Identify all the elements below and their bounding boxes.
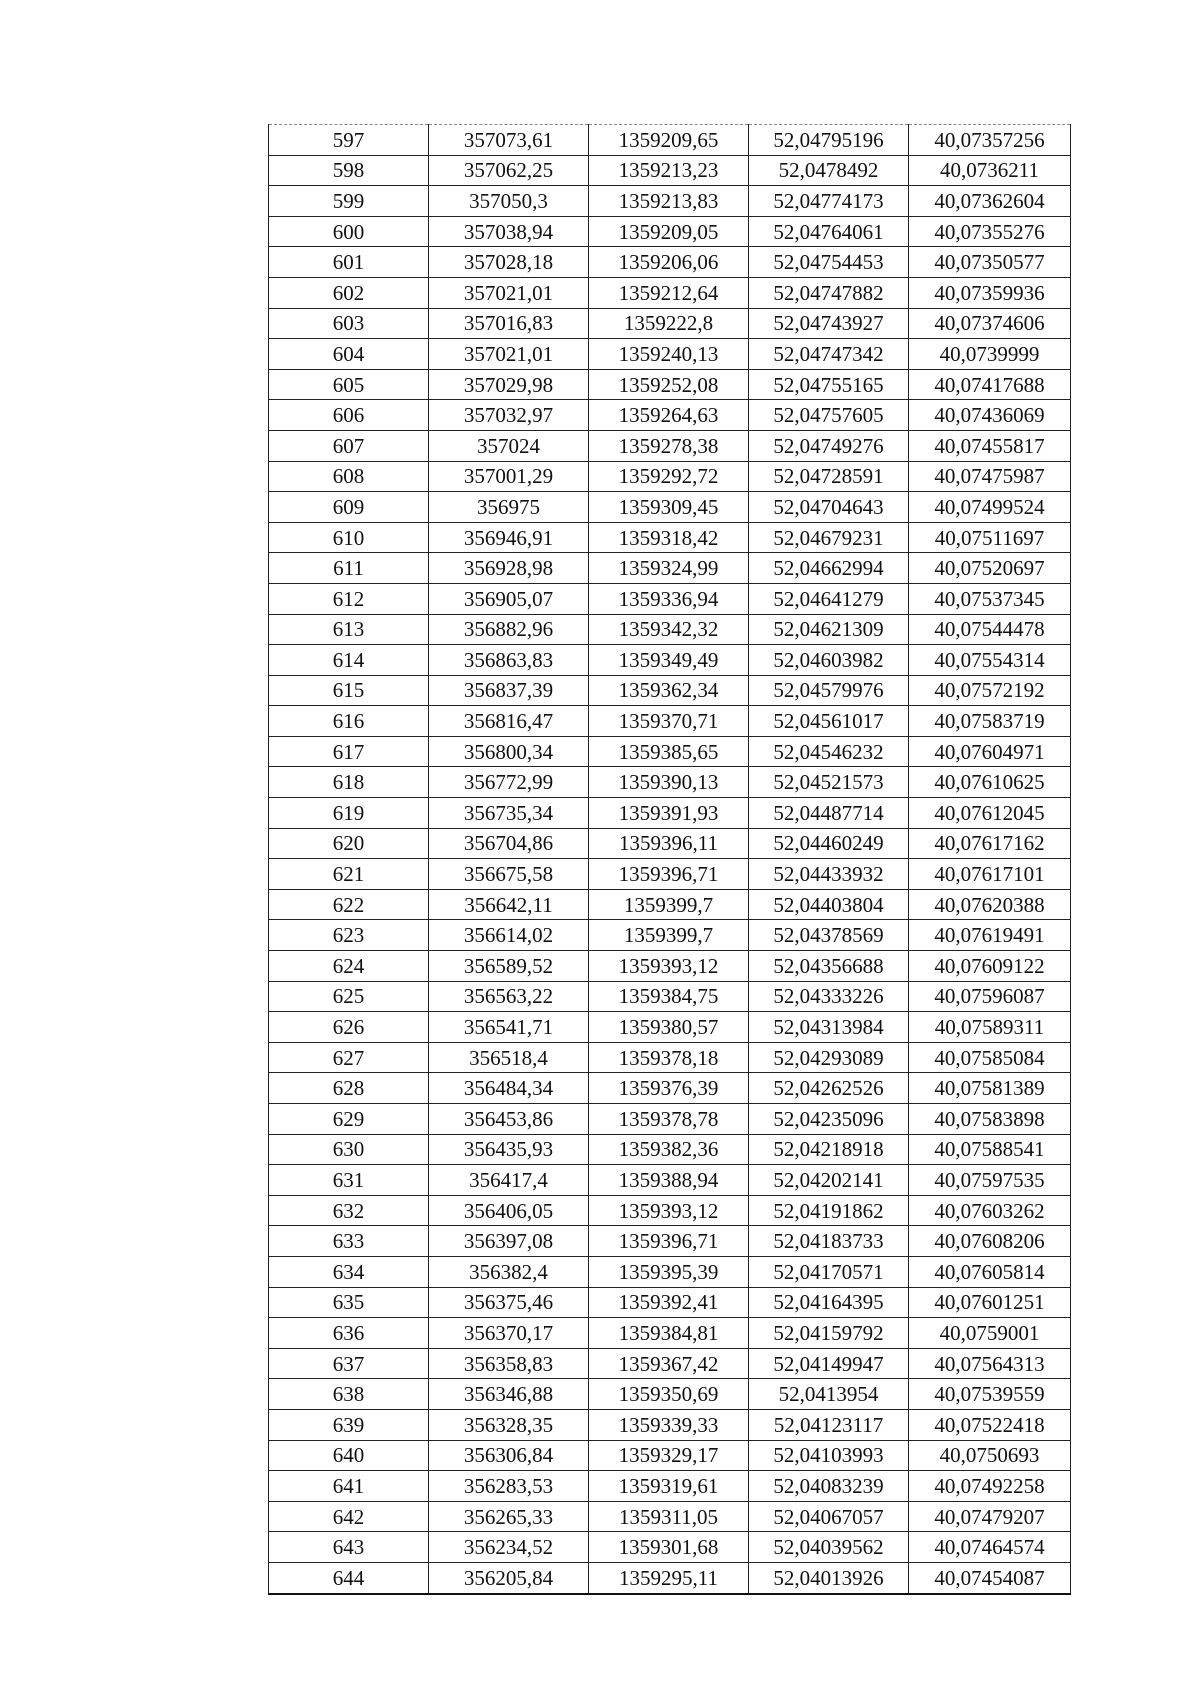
table-row xyxy=(269,1348,1071,1379)
point-number-cell: 614 xyxy=(269,645,429,676)
table-row xyxy=(269,369,1071,400)
x-coordinate-cell: 356642,11 xyxy=(429,889,589,920)
longitude-cell: 40,0759001 xyxy=(909,1318,1071,1349)
x-coordinate-cell: 356518,4 xyxy=(429,1042,589,1073)
y-coordinate-cell: 1359252,08 xyxy=(589,369,749,400)
y-coordinate-cell: 1359295,11 xyxy=(589,1562,749,1593)
x-coordinate-cell: 356975 xyxy=(429,492,589,523)
x-coordinate-cell: 356863,83 xyxy=(429,645,589,676)
table-row xyxy=(269,1134,1071,1165)
y-coordinate-cell: 1359319,61 xyxy=(589,1471,749,1502)
x-coordinate-cell: 356397,08 xyxy=(429,1226,589,1257)
x-coordinate-cell: 356800,34 xyxy=(429,736,589,767)
latitude-cell: 52,04191862 xyxy=(749,1195,909,1226)
longitude-cell: 40,07475987 xyxy=(909,461,1071,492)
y-coordinate-cell: 1359329,17 xyxy=(589,1440,749,1471)
point-number-cell: 627 xyxy=(269,1042,429,1073)
latitude-cell: 52,04764061 xyxy=(749,216,909,247)
table-row xyxy=(269,1562,1071,1593)
x-coordinate-cell: 356375,46 xyxy=(429,1287,589,1318)
y-coordinate-cell: 1359395,39 xyxy=(589,1256,749,1287)
table-row xyxy=(269,461,1071,492)
point-number-cell: 600 xyxy=(269,216,429,247)
longitude-cell: 40,07572192 xyxy=(909,675,1071,706)
latitude-cell: 52,04202141 xyxy=(749,1165,909,1196)
x-coordinate-cell: 356928,98 xyxy=(429,553,589,584)
latitude-cell: 52,04749276 xyxy=(749,430,909,461)
x-coordinate-cell: 357062,25 xyxy=(429,155,589,186)
longitude-cell: 40,07610625 xyxy=(909,767,1071,798)
point-number-cell: 638 xyxy=(269,1379,429,1410)
latitude-cell: 52,04356688 xyxy=(749,951,909,982)
table-row xyxy=(269,308,1071,339)
latitude-cell: 52,04333226 xyxy=(749,981,909,1012)
x-coordinate-cell: 356358,83 xyxy=(429,1348,589,1379)
table-row xyxy=(269,798,1071,829)
table-row xyxy=(269,1287,1071,1318)
y-coordinate-cell: 1359392,41 xyxy=(589,1287,749,1318)
longitude-cell: 40,07612045 xyxy=(909,798,1071,829)
x-coordinate-cell: 357021,01 xyxy=(429,339,589,370)
x-coordinate-cell: 357032,97 xyxy=(429,400,589,431)
point-number-cell: 643 xyxy=(269,1532,429,1563)
y-coordinate-cell: 1359391,93 xyxy=(589,798,749,829)
y-coordinate-cell: 1359390,13 xyxy=(589,767,749,798)
table-row xyxy=(269,1104,1071,1135)
x-coordinate-cell: 356589,52 xyxy=(429,951,589,982)
point-number-cell: 612 xyxy=(269,583,429,614)
y-coordinate-cell: 1359213,83 xyxy=(589,186,749,217)
point-number-cell: 601 xyxy=(269,247,429,278)
table-row xyxy=(269,522,1071,553)
latitude-cell: 52,04621309 xyxy=(749,614,909,645)
point-number-cell: 611 xyxy=(269,553,429,584)
latitude-cell: 52,04083239 xyxy=(749,1471,909,1502)
y-coordinate-cell: 1359209,05 xyxy=(589,216,749,247)
longitude-cell: 40,07583719 xyxy=(909,706,1071,737)
latitude-cell: 52,04403804 xyxy=(749,889,909,920)
point-number-cell: 631 xyxy=(269,1165,429,1196)
latitude-cell: 52,04754453 xyxy=(749,247,909,278)
x-coordinate-cell: 356435,93 xyxy=(429,1134,589,1165)
latitude-cell: 52,04747342 xyxy=(749,339,909,370)
x-coordinate-cell: 357029,98 xyxy=(429,369,589,400)
y-coordinate-cell: 1359309,45 xyxy=(589,492,749,523)
point-number-cell: 636 xyxy=(269,1318,429,1349)
point-number-cell: 632 xyxy=(269,1195,429,1226)
point-number-cell: 607 xyxy=(269,430,429,461)
point-number-cell: 625 xyxy=(269,981,429,1012)
table-row xyxy=(269,859,1071,890)
y-coordinate-cell: 1359213,23 xyxy=(589,155,749,186)
latitude-cell: 52,04774173 xyxy=(749,186,909,217)
latitude-cell: 52,04159792 xyxy=(749,1318,909,1349)
table-row xyxy=(269,1318,1071,1349)
table-row xyxy=(269,1165,1071,1196)
x-coordinate-cell: 356905,07 xyxy=(429,583,589,614)
latitude-cell: 52,04170571 xyxy=(749,1256,909,1287)
table-row xyxy=(269,675,1071,706)
x-coordinate-cell: 357001,29 xyxy=(429,461,589,492)
longitude-cell: 40,07603262 xyxy=(909,1195,1071,1226)
longitude-cell: 40,07417688 xyxy=(909,369,1071,400)
longitude-cell: 40,0736211 xyxy=(909,155,1071,186)
table-row xyxy=(269,1073,1071,1104)
x-coordinate-cell: 356704,86 xyxy=(429,828,589,859)
point-number-cell: 641 xyxy=(269,1471,429,1502)
table-row xyxy=(269,920,1071,951)
table-row xyxy=(269,767,1071,798)
longitude-cell: 40,07609122 xyxy=(909,951,1071,982)
y-coordinate-cell: 1359396,71 xyxy=(589,859,749,890)
longitude-cell: 40,07583898 xyxy=(909,1104,1071,1135)
latitude-cell: 52,04795196 xyxy=(749,125,909,156)
y-coordinate-cell: 1359378,78 xyxy=(589,1104,749,1135)
y-coordinate-cell: 1359384,81 xyxy=(589,1318,749,1349)
table-row xyxy=(269,339,1071,370)
y-coordinate-cell: 1359376,39 xyxy=(589,1073,749,1104)
x-coordinate-cell: 357016,83 xyxy=(429,308,589,339)
point-number-cell: 603 xyxy=(269,308,429,339)
point-number-cell: 642 xyxy=(269,1501,429,1532)
point-number-cell: 609 xyxy=(269,492,429,523)
latitude-cell: 52,04662994 xyxy=(749,553,909,584)
x-coordinate-cell: 356234,52 xyxy=(429,1532,589,1563)
table-row xyxy=(269,614,1071,645)
point-number-cell: 622 xyxy=(269,889,429,920)
x-coordinate-cell: 356541,71 xyxy=(429,1012,589,1043)
longitude-cell: 40,07479207 xyxy=(909,1501,1071,1532)
y-coordinate-cell: 1359399,7 xyxy=(589,889,749,920)
longitude-cell: 40,07620388 xyxy=(909,889,1071,920)
table-row xyxy=(269,1042,1071,1073)
y-coordinate-cell: 1359382,36 xyxy=(589,1134,749,1165)
y-coordinate-cell: 1359396,11 xyxy=(589,828,749,859)
point-number-cell: 621 xyxy=(269,859,429,890)
latitude-cell: 52,04747882 xyxy=(749,277,909,308)
longitude-cell: 40,07350577 xyxy=(909,247,1071,278)
y-coordinate-cell: 1359399,7 xyxy=(589,920,749,951)
latitude-cell: 52,04039562 xyxy=(749,1532,909,1563)
longitude-cell: 40,07374606 xyxy=(909,308,1071,339)
y-coordinate-cell: 1359222,8 xyxy=(589,308,749,339)
latitude-cell: 52,04460249 xyxy=(749,828,909,859)
x-coordinate-cell: 356346,88 xyxy=(429,1379,589,1410)
longitude-cell: 40,07617162 xyxy=(909,828,1071,859)
point-number-cell: 623 xyxy=(269,920,429,951)
coordinates-table-container xyxy=(268,124,1070,1595)
latitude-cell: 52,04313984 xyxy=(749,1012,909,1043)
longitude-cell: 40,07522418 xyxy=(909,1409,1071,1440)
point-number-cell: 606 xyxy=(269,400,429,431)
x-coordinate-cell: 356205,84 xyxy=(429,1562,589,1593)
point-number-cell: 618 xyxy=(269,767,429,798)
latitude-cell: 52,04561017 xyxy=(749,706,909,737)
latitude-cell: 52,04679231 xyxy=(749,522,909,553)
x-coordinate-cell: 357038,94 xyxy=(429,216,589,247)
point-number-cell: 613 xyxy=(269,614,429,645)
table-row xyxy=(269,430,1071,461)
x-coordinate-cell: 356735,34 xyxy=(429,798,589,829)
table-row xyxy=(269,186,1071,217)
point-number-cell: 610 xyxy=(269,522,429,553)
y-coordinate-cell: 1359367,42 xyxy=(589,1348,749,1379)
point-number-cell: 626 xyxy=(269,1012,429,1043)
point-number-cell: 635 xyxy=(269,1287,429,1318)
longitude-cell: 40,07581389 xyxy=(909,1073,1071,1104)
table-row xyxy=(269,736,1071,767)
table-row xyxy=(269,277,1071,308)
table-row xyxy=(269,125,1071,156)
point-number-cell: 608 xyxy=(269,461,429,492)
latitude-cell: 52,04218918 xyxy=(749,1134,909,1165)
y-coordinate-cell: 1359393,12 xyxy=(589,951,749,982)
latitude-cell: 52,04743927 xyxy=(749,308,909,339)
latitude-cell: 52,04641279 xyxy=(749,583,909,614)
y-coordinate-cell: 1359318,42 xyxy=(589,522,749,553)
x-coordinate-cell: 357028,18 xyxy=(429,247,589,278)
y-coordinate-cell: 1359212,64 xyxy=(589,277,749,308)
latitude-cell: 52,04013926 xyxy=(749,1562,909,1593)
table-row xyxy=(269,1409,1071,1440)
latitude-cell: 52,04728591 xyxy=(749,461,909,492)
table-row xyxy=(269,706,1071,737)
coordinates-table-body xyxy=(269,125,1071,1594)
longitude-cell: 40,07520697 xyxy=(909,553,1071,584)
point-number-cell: 617 xyxy=(269,736,429,767)
latitude-cell: 52,04123117 xyxy=(749,1409,909,1440)
latitude-cell: 52,04603982 xyxy=(749,645,909,676)
point-number-cell: 644 xyxy=(269,1562,429,1593)
y-coordinate-cell: 1359339,33 xyxy=(589,1409,749,1440)
longitude-cell: 40,0739999 xyxy=(909,339,1071,370)
point-number-cell: 634 xyxy=(269,1256,429,1287)
x-coordinate-cell: 357050,3 xyxy=(429,186,589,217)
latitude-cell: 52,04293089 xyxy=(749,1042,909,1073)
table-row xyxy=(269,1226,1071,1257)
longitude-cell: 40,07585084 xyxy=(909,1042,1071,1073)
coordinates-table xyxy=(268,124,1071,1595)
x-coordinate-cell: 356453,86 xyxy=(429,1104,589,1135)
point-number-cell: 598 xyxy=(269,155,429,186)
table-row xyxy=(269,1440,1071,1471)
table-row xyxy=(269,553,1071,584)
x-coordinate-cell: 356946,91 xyxy=(429,522,589,553)
y-coordinate-cell: 1359301,68 xyxy=(589,1532,749,1563)
y-coordinate-cell: 1359324,99 xyxy=(589,553,749,584)
point-number-cell: 605 xyxy=(269,369,429,400)
longitude-cell: 40,07554314 xyxy=(909,645,1071,676)
x-coordinate-cell: 357073,61 xyxy=(429,125,589,156)
y-coordinate-cell: 1359384,75 xyxy=(589,981,749,1012)
longitude-cell: 40,07605814 xyxy=(909,1256,1071,1287)
longitude-cell: 40,07355276 xyxy=(909,216,1071,247)
table-row xyxy=(269,1012,1071,1043)
x-coordinate-cell: 356882,96 xyxy=(429,614,589,645)
y-coordinate-cell: 1359206,06 xyxy=(589,247,749,278)
y-coordinate-cell: 1359342,32 xyxy=(589,614,749,645)
y-coordinate-cell: 1359240,13 xyxy=(589,339,749,370)
latitude-cell: 52,04521573 xyxy=(749,767,909,798)
y-coordinate-cell: 1359350,69 xyxy=(589,1379,749,1410)
table-row xyxy=(269,828,1071,859)
longitude-cell: 40,07362604 xyxy=(909,186,1071,217)
latitude-cell: 52,04433932 xyxy=(749,859,909,890)
point-number-cell: 624 xyxy=(269,951,429,982)
longitude-cell: 40,07608206 xyxy=(909,1226,1071,1257)
latitude-cell: 52,04103993 xyxy=(749,1440,909,1471)
longitude-cell: 40,07537345 xyxy=(909,583,1071,614)
longitude-cell: 40,07511697 xyxy=(909,522,1071,553)
point-number-cell: 604 xyxy=(269,339,429,370)
latitude-cell: 52,04487714 xyxy=(749,798,909,829)
point-number-cell: 637 xyxy=(269,1348,429,1379)
table-row xyxy=(269,583,1071,614)
x-coordinate-cell: 356370,17 xyxy=(429,1318,589,1349)
table-row xyxy=(269,889,1071,920)
point-number-cell: 602 xyxy=(269,277,429,308)
latitude-cell: 52,0413954 xyxy=(749,1379,909,1410)
x-coordinate-cell: 356328,35 xyxy=(429,1409,589,1440)
point-number-cell: 616 xyxy=(269,706,429,737)
point-number-cell: 640 xyxy=(269,1440,429,1471)
longitude-cell: 40,07564313 xyxy=(909,1348,1071,1379)
x-coordinate-cell: 356837,39 xyxy=(429,675,589,706)
table-row xyxy=(269,1501,1071,1532)
longitude-cell: 40,07596087 xyxy=(909,981,1071,1012)
longitude-cell: 40,07455817 xyxy=(909,430,1071,461)
table-row xyxy=(269,216,1071,247)
longitude-cell: 40,07359936 xyxy=(909,277,1071,308)
y-coordinate-cell: 1359264,63 xyxy=(589,400,749,431)
point-number-cell: 619 xyxy=(269,798,429,829)
x-coordinate-cell: 357024 xyxy=(429,430,589,461)
table-row xyxy=(269,247,1071,278)
y-coordinate-cell: 1359349,49 xyxy=(589,645,749,676)
longitude-cell: 40,07604971 xyxy=(909,736,1071,767)
y-coordinate-cell: 1359385,65 xyxy=(589,736,749,767)
table-row xyxy=(269,1195,1071,1226)
latitude-cell: 52,04235096 xyxy=(749,1104,909,1135)
point-number-cell: 630 xyxy=(269,1134,429,1165)
latitude-cell: 52,04378569 xyxy=(749,920,909,951)
longitude-cell: 40,07589311 xyxy=(909,1012,1071,1043)
latitude-cell: 52,04149947 xyxy=(749,1348,909,1379)
latitude-cell: 52,04755165 xyxy=(749,369,909,400)
longitude-cell: 40,07454087 xyxy=(909,1562,1071,1593)
y-coordinate-cell: 1359393,12 xyxy=(589,1195,749,1226)
x-coordinate-cell: 356563,22 xyxy=(429,981,589,1012)
latitude-cell: 52,04067057 xyxy=(749,1501,909,1532)
y-coordinate-cell: 1359336,94 xyxy=(589,583,749,614)
y-coordinate-cell: 1359209,65 xyxy=(589,125,749,156)
latitude-cell: 52,04579976 xyxy=(749,675,909,706)
longitude-cell: 40,07588541 xyxy=(909,1134,1071,1165)
x-coordinate-cell: 356265,33 xyxy=(429,1501,589,1532)
x-coordinate-cell: 356675,58 xyxy=(429,859,589,890)
table-row xyxy=(269,645,1071,676)
point-number-cell: 620 xyxy=(269,828,429,859)
longitude-cell: 40,07499524 xyxy=(909,492,1071,523)
y-coordinate-cell: 1359278,38 xyxy=(589,430,749,461)
x-coordinate-cell: 356614,02 xyxy=(429,920,589,951)
latitude-cell: 52,04546232 xyxy=(749,736,909,767)
table-row xyxy=(269,1471,1071,1502)
x-coordinate-cell: 356816,47 xyxy=(429,706,589,737)
latitude-cell: 52,04183733 xyxy=(749,1226,909,1257)
longitude-cell: 40,07619491 xyxy=(909,920,1071,951)
y-coordinate-cell: 1359378,18 xyxy=(589,1042,749,1073)
y-coordinate-cell: 1359388,94 xyxy=(589,1165,749,1196)
table-row xyxy=(269,492,1071,523)
point-number-cell: 628 xyxy=(269,1073,429,1104)
table-row xyxy=(269,1379,1071,1410)
latitude-cell: 52,04757605 xyxy=(749,400,909,431)
point-number-cell: 615 xyxy=(269,675,429,706)
latitude-cell: 52,0478492 xyxy=(749,155,909,186)
x-coordinate-cell: 356382,4 xyxy=(429,1256,589,1287)
y-coordinate-cell: 1359380,57 xyxy=(589,1012,749,1043)
x-coordinate-cell: 356417,4 xyxy=(429,1165,589,1196)
x-coordinate-cell: 356306,84 xyxy=(429,1440,589,1471)
latitude-cell: 52,04704643 xyxy=(749,492,909,523)
table-row xyxy=(269,155,1071,186)
longitude-cell: 40,07464574 xyxy=(909,1532,1071,1563)
x-coordinate-cell: 356772,99 xyxy=(429,767,589,798)
longitude-cell: 40,07544478 xyxy=(909,614,1071,645)
latitude-cell: 52,04262526 xyxy=(749,1073,909,1104)
point-number-cell: 599 xyxy=(269,186,429,217)
table-row xyxy=(269,1256,1071,1287)
table-row xyxy=(269,400,1071,431)
latitude-cell: 52,04164395 xyxy=(749,1287,909,1318)
x-coordinate-cell: 356484,34 xyxy=(429,1073,589,1104)
y-coordinate-cell: 1359370,71 xyxy=(589,706,749,737)
point-number-cell: 597 xyxy=(269,125,429,156)
longitude-cell: 40,07539559 xyxy=(909,1379,1071,1410)
table-row xyxy=(269,981,1071,1012)
longitude-cell: 40,0750693 xyxy=(909,1440,1071,1471)
point-number-cell: 633 xyxy=(269,1226,429,1257)
longitude-cell: 40,07492258 xyxy=(909,1471,1071,1502)
longitude-cell: 40,07597535 xyxy=(909,1165,1071,1196)
longitude-cell: 40,07436069 xyxy=(909,400,1071,431)
longitude-cell: 40,07357256 xyxy=(909,125,1071,156)
x-coordinate-cell: 356283,53 xyxy=(429,1471,589,1502)
longitude-cell: 40,07617101 xyxy=(909,859,1071,890)
longitude-cell: 40,07601251 xyxy=(909,1287,1071,1318)
y-coordinate-cell: 1359311,05 xyxy=(589,1501,749,1532)
x-coordinate-cell: 356406,05 xyxy=(429,1195,589,1226)
point-number-cell: 639 xyxy=(269,1409,429,1440)
y-coordinate-cell: 1359362,34 xyxy=(589,675,749,706)
x-coordinate-cell: 357021,01 xyxy=(429,277,589,308)
table-row xyxy=(269,1532,1071,1563)
table-row xyxy=(269,951,1071,982)
y-coordinate-cell: 1359396,71 xyxy=(589,1226,749,1257)
y-coordinate-cell: 1359292,72 xyxy=(589,461,749,492)
point-number-cell: 629 xyxy=(269,1104,429,1135)
